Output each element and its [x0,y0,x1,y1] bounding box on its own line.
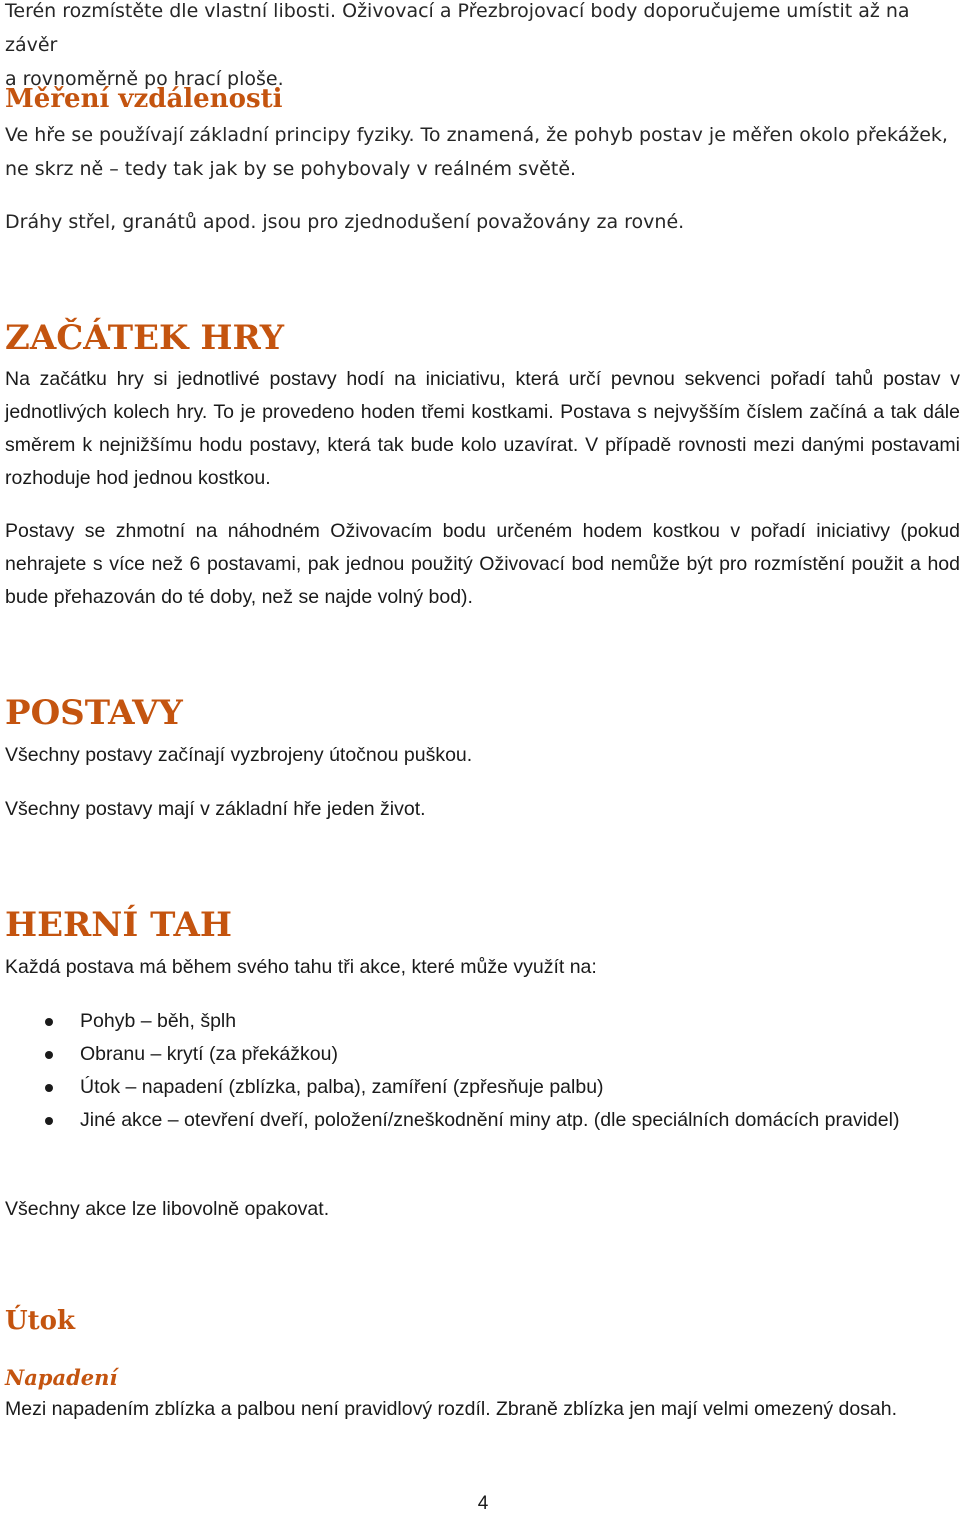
list-item: Pohyb – běh, šplh [5,1005,960,1038]
heading-herni-tah: HERNÍ TAH [5,905,233,945]
bullet-icon [45,1051,53,1059]
bullet-icon [45,1018,53,1026]
intro-line-2: a rovnoměrně po hrací ploše. [5,68,284,90]
postavy-paragraph-2: Všechny postavy mají v základní hře jeden život. [5,798,426,820]
mereni-paragraph-2: Dráhy střel, granátů apod. jsou pro zjednodušení považovány za rovné. [5,211,685,233]
heading-mereni: Měření vzdálenosti [5,84,283,114]
subheading-napadeni: Napadení [5,1365,118,1390]
intro-line-1: Terén rozmístěte dle vlastní libosti. Oživovací a Přezbrojovací body doporučujeme umístit až na závěr [5,0,910,56]
list-item: Útok – napadení (zblízka, palba), zamíření (zpřesňuje palbu) [5,1071,960,1104]
zacatek-paragraph-2: Postavy se zhmotní na náhodném Oživovacím bodu určeném hodem kostkou v pořadí iniciativy (pokud nehrajete s více než 6 postavami, pak jednou použitý Oživovací bod nemůže být pro rozmístění použit a hod bude přehazován do té doby, než se najde volný bod). [5,520,960,608]
zacatek-paragraph-1: Na začátku hry si jednotlivé postavy hodí na iniciativu, která určí pevnou sekvenci pořadí tahů postav v jednotlivých kolech hry. To je provedeno hoden třemi kostkami. Postava s nejvyšším číslem začíná a tak dále směrem k nejnižšímu hodu postavy, která tak bude kolo uzavírat. V případě rovnosti mezi danými postavami rozhoduje hod jednou kostkou. [5,368,960,489]
list-item: Jiné akce – otevření dveří, položení/zneškodnění miny atp. (dle speciálních domácích pravidel) [5,1104,960,1137]
mereni-paragraph-1 [5,118,960,186]
heading-utok: Útok [5,1306,76,1336]
napadeni-paragraph: Mezi napadením zblízka a palbou není pravidlový rozdíl. Zbraně zblízka jen mají velmi omezený dosah. [5,1398,898,1420]
mereni-line-2: ne skrz ně – tedy tak jak by se pohybovaly v reálném světě. [5,158,577,180]
action-list [5,1005,960,1137]
postavy-paragraph-1: Všechny postavy začínají vyzbrojeny útočnou puškou. [5,744,473,766]
heading-zacatek-hry: ZAČÁTEK HRY [5,318,284,358]
tah-intro: Každá postava má během svého tahu tři akce, které může využít na: [5,956,597,978]
bullet-icon [45,1084,53,1092]
tah-outro: Všechny akce lze libovolně opakovat. [5,1198,330,1220]
mereni-line-1: Ve hře se používají základní principy fyziky. To znamená, že pohyb postav je měřen okolo překážek, [5,124,948,146]
page-number: 4 [477,1493,489,1514]
bullet-icon [45,1117,53,1125]
heading-postavy: POSTAVY [5,693,183,733]
list-item: Obranu – krytí (za překážkou) [5,1038,960,1071]
